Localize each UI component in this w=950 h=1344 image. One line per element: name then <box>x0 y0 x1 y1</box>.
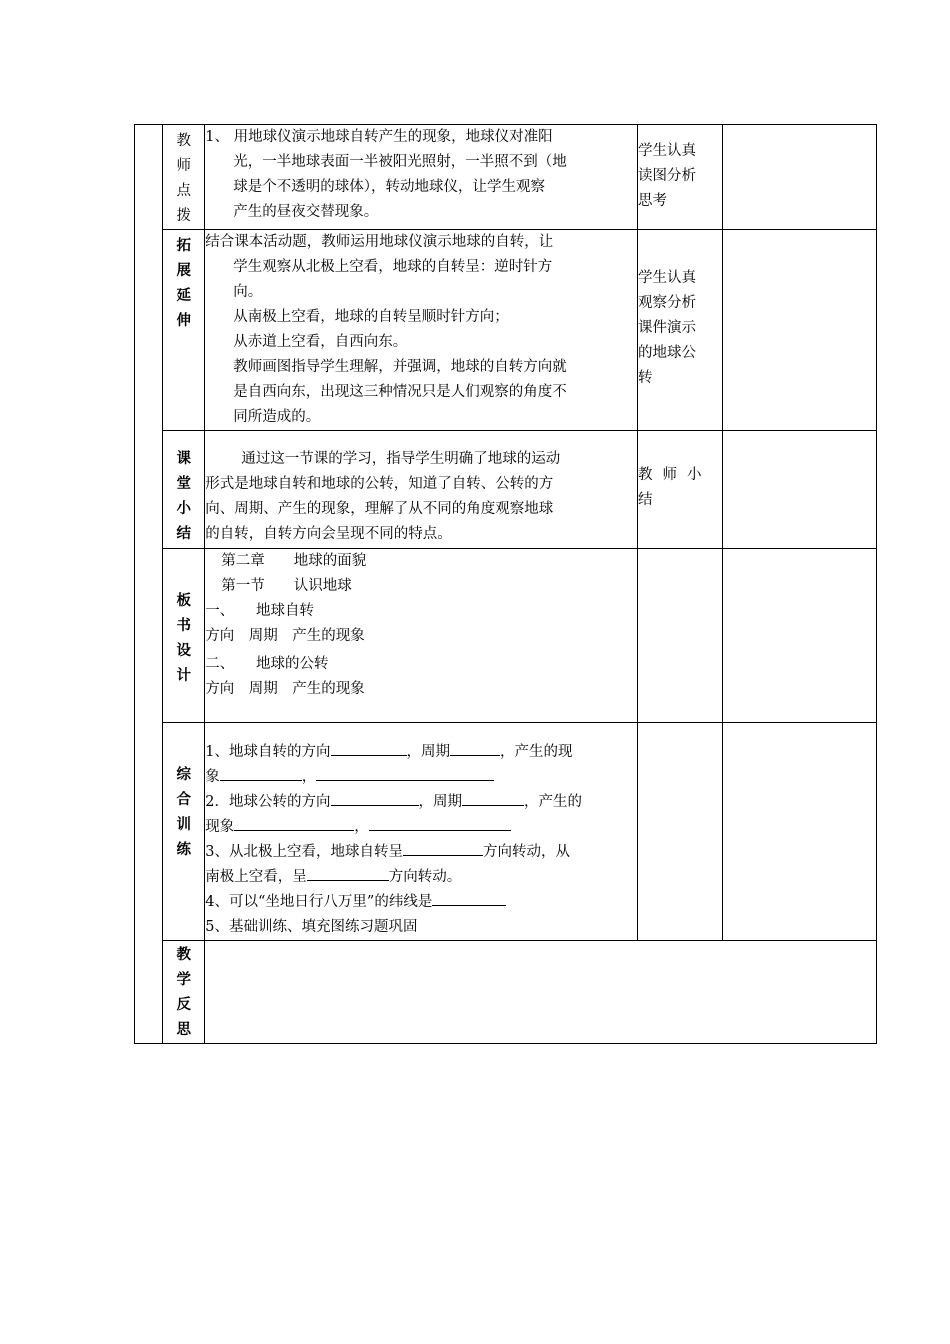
answer-blank[interactable] <box>403 841 483 856</box>
row-content <box>205 431 638 549</box>
exercise-text: ，产生的现 <box>500 744 573 760</box>
label-char: 练 <box>176 842 191 858</box>
exercise-text: 4、可以“坐地日行八万里”的纬线是 <box>205 894 433 910</box>
answer-blank[interactable] <box>331 741 407 756</box>
board-line: 一、 地球自转 <box>205 603 315 619</box>
empty-cell <box>723 549 877 723</box>
label-char: 计 <box>176 668 191 684</box>
text-line: 光，一半地球表面一半被阳光照射，一半照不到（地 <box>233 154 567 170</box>
label-char: 课 <box>176 451 191 467</box>
exercise-item <box>205 790 637 815</box>
empty-cell <box>723 125 877 230</box>
exercise-text: ，产生的 <box>524 794 582 810</box>
label-char: 板 <box>176 593 191 609</box>
label-char: 小 <box>176 501 191 517</box>
empty-cell <box>638 723 723 941</box>
exercise-text: 3、从北极上空看，地球自转呈 <box>205 844 403 860</box>
activity-line: 思考 <box>638 193 667 209</box>
text-line: 学生观察从北极上空看，地球的自转呈：逆时针方 <box>233 259 553 275</box>
blank-margin-cell <box>135 125 163 1044</box>
answer-blank[interactable] <box>462 791 524 806</box>
activity-line: 结 <box>638 492 653 508</box>
exercise-item-continued <box>205 765 637 790</box>
row-label <box>163 230 205 431</box>
board-line: 第二章 地球的面貌 <box>221 553 367 569</box>
activity-line: 转 <box>638 370 653 386</box>
label-char: 训 <box>176 817 191 833</box>
exercise-text: 2．地球公转的方向 <box>205 794 331 810</box>
exercise-item: 5、基础训练、填充图练习题巩固 <box>205 919 418 935</box>
text-line: 产生的昼夜交替现象。 <box>233 204 379 220</box>
label-char: 学 <box>176 972 191 988</box>
exercise-text: 方向转动，从 <box>483 844 570 860</box>
text-line: 从赤道上空看，自西向东。 <box>233 334 408 350</box>
board-outline <box>205 549 638 723</box>
board-line: 方向 周期 产生的现象 <box>205 628 365 644</box>
activity-line: 读图分析 <box>638 168 696 184</box>
text-line: 的自转，自转方向会呈现不同的特点。 <box>205 526 452 542</box>
row-extension <box>135 230 877 431</box>
label-char: 点 <box>176 183 191 199</box>
activity-line: 观察分析 <box>638 295 696 311</box>
text-line: 1、 用地球仪演示地球自转产生的现象，地球仪对准阳 <box>205 129 553 145</box>
exercise-text: 现象 <box>205 819 235 835</box>
label-char: 拓 <box>176 238 191 254</box>
activity-line: 课件演示 <box>638 320 696 336</box>
text-line: 从南极上空看，地球的自转呈顺时针方向； <box>233 309 509 325</box>
text-line: 向。 <box>233 284 263 300</box>
exercise-text: ， <box>354 819 369 835</box>
label-char: 综 <box>176 767 191 783</box>
exercise-item <box>205 890 637 915</box>
row-label <box>163 723 205 941</box>
label-char: 设 <box>176 643 191 659</box>
answer-blank[interactable] <box>369 816 511 831</box>
exercise-text: ，周期 <box>418 794 462 810</box>
activity-line: 学生认真 <box>638 270 696 286</box>
label-char: 延 <box>176 288 191 304</box>
row-label <box>163 549 205 723</box>
answer-blank[interactable] <box>307 866 389 881</box>
student-activity <box>638 431 723 549</box>
text-line: 通过这一节课的学习，指导学生明确了地球的运动 <box>241 451 561 467</box>
exercise-text: ， <box>301 769 317 785</box>
row-exercises <box>135 723 877 941</box>
exercise-item <box>205 740 637 765</box>
label-char: 师 <box>176 158 191 174</box>
label-char: 思 <box>176 1022 191 1038</box>
label-char: 反 <box>176 997 191 1013</box>
exercise-text: 南极上空看，呈 <box>205 869 307 885</box>
empty-cell <box>638 549 723 723</box>
reflection-area[interactable] <box>205 941 877 1044</box>
board-line: 二、 地球的公转 <box>205 656 329 672</box>
answer-blank[interactable] <box>316 766 494 781</box>
text-line: 向、周期、产生的现象，理解了从不同的角度观察地球 <box>205 501 554 517</box>
student-activity <box>638 125 723 230</box>
empty-cell <box>723 431 877 549</box>
label-char: 教 <box>176 133 191 149</box>
empty-cell <box>723 230 877 431</box>
text-line: 结合课本活动题，教师运用地球仪演示地球的自转，让 <box>205 234 554 250</box>
exercise-item <box>205 840 637 865</box>
answer-blank[interactable] <box>331 791 419 806</box>
empty-cell <box>723 723 877 941</box>
text-line: 同所造成的。 <box>233 409 321 425</box>
exercise-text: 方向转动。 <box>388 869 462 885</box>
activity-line: 的地球公 <box>638 345 696 361</box>
label-char: 堂 <box>176 476 191 492</box>
label-char: 书 <box>176 618 191 634</box>
row-label <box>163 125 205 230</box>
label-char: 展 <box>176 263 191 279</box>
text-line: 教师画图指导学生理解，并强调，地球的自转方向就 <box>233 359 567 375</box>
row-content <box>205 125 638 230</box>
student-activity <box>638 230 723 431</box>
row-content <box>205 230 638 431</box>
row-summary <box>135 431 877 549</box>
exercise-item-continued <box>205 815 637 840</box>
exercise-text: 1、地球自转的方向 <box>205 744 331 760</box>
text-line: 球是个不透明的球体），转动地球仪，让学生观察 <box>233 179 546 195</box>
row-board-design <box>135 549 877 723</box>
answer-blank[interactable] <box>234 816 354 831</box>
activity-line: 教师小 <box>638 467 712 483</box>
activity-line: 学生认真 <box>638 143 696 159</box>
label-char: 结 <box>176 526 191 542</box>
text-line: 形式是地球自转和地球的公转，知道了自转、公转的方 <box>205 476 554 492</box>
row-label <box>163 431 205 549</box>
row-label <box>163 941 205 1044</box>
row-reflection <box>135 941 877 1044</box>
label-char: 伸 <box>176 313 191 329</box>
exercise-item-continued <box>205 865 637 890</box>
exercise-text: 象 <box>205 769 220 785</box>
answer-blank[interactable] <box>432 891 506 906</box>
label-char: 教 <box>176 947 191 963</box>
exercise-list <box>205 723 638 941</box>
label-char: 合 <box>176 792 191 808</box>
text-line: 是自西向东，出现这三种情况只是人们观察的角度不 <box>233 384 567 400</box>
answer-blank[interactable] <box>220 766 302 781</box>
board-line: 第一节 认识地球 <box>221 578 352 594</box>
label-char: 拨 <box>176 208 191 224</box>
exercise-text: ，周期 <box>406 744 450 760</box>
board-line: 方向 周期 产生的现象 <box>205 681 365 697</box>
lesson-plan-table <box>134 124 877 1044</box>
answer-blank[interactable] <box>450 741 500 756</box>
row-teacher-guidance <box>135 125 877 230</box>
